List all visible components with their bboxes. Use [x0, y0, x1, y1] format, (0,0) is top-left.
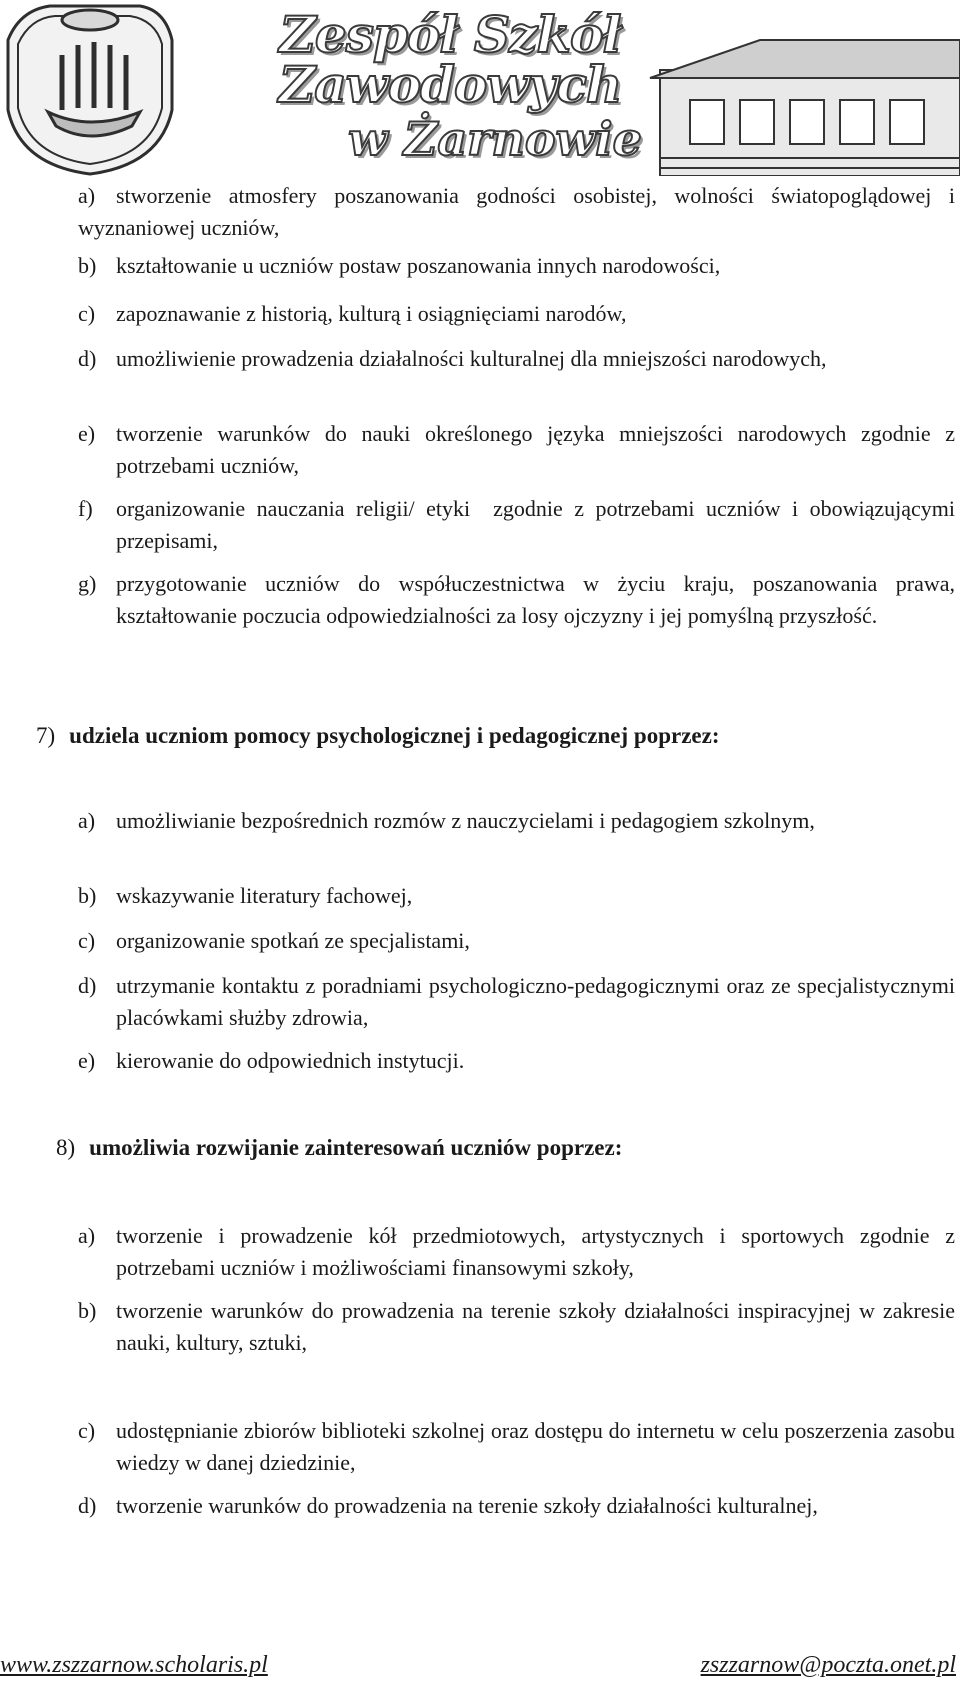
item-text: umożliwienie prowadzenia działalności kulturalnej dla mniejszości narodowych,	[116, 346, 827, 371]
item-text: tworzenie warunków do nauki określonego języka mniejszości narodowych zgodnie z potrzebami uczniów,	[116, 421, 955, 478]
list-item	[78, 1045, 955, 1077]
item-text: zapoznawanie z historią, kulturą i osiągnięciami narodów,	[116, 301, 627, 326]
list-item	[78, 1490, 955, 1522]
item-label: d)	[78, 973, 97, 998]
item-text: umożliwianie bezpośrednich rozmów z nauczycielami i pedagogiem szkolnym,	[116, 808, 815, 833]
item-text: kształtowanie u uczniów postaw poszanowania innych narodowości,	[116, 253, 721, 278]
footer-email-link[interactable]: zszzarnow@poczta.onet.pl	[700, 1652, 956, 1678]
school-crest-logo	[8, 6, 172, 174]
list-item	[78, 970, 955, 1033]
list-item	[78, 418, 955, 481]
item-text: tworzenie warunków do prowadzenia na terenie szkoły działalności kulturalnej,	[116, 1493, 818, 1518]
item-text: tworzenie i prowadzenie kół przedmiotowych, artystycznych i sportowych zgodnie z potrzebami uczniów i możliwościami finansowymi szkoły,	[116, 1223, 955, 1280]
list-item	[78, 298, 955, 330]
list-item	[78, 250, 955, 282]
item-text: kierowanie do odpowiednich instytucji.	[116, 1048, 465, 1073]
list-item	[78, 493, 960, 556]
school-name-line-2: w Żarnowie	[348, 112, 642, 166]
item-label: b)	[78, 253, 97, 278]
list-item	[78, 180, 955, 243]
item-label: a)	[78, 183, 96, 208]
list-item	[78, 568, 955, 631]
section-heading	[36, 720, 719, 752]
item-text: wskazywanie literatury fachowej,	[116, 883, 413, 908]
list-item	[78, 925, 955, 957]
list-item	[78, 880, 955, 912]
item-label: g)	[78, 571, 97, 596]
item-label: e)	[78, 1048, 96, 1073]
section-heading	[56, 1132, 622, 1164]
item-label: c)	[78, 301, 96, 326]
item-text: organizowanie nauczania religii/ etyki zgodnie z potrzebami uczniów i obowiązującymi przepisami,	[116, 496, 960, 553]
page-header-banner	[0, 0, 960, 176]
list-item	[78, 1415, 955, 1478]
item-label: b)	[78, 883, 97, 908]
item-label: d)	[78, 1493, 97, 1518]
list-item	[78, 1295, 955, 1358]
item-label: c)	[78, 1418, 96, 1443]
item-text: tworzenie warunków do prowadzenia na terenie szkoły działalności inspiracyjnej w zakresie nauki, kultury, sztuki,	[116, 1298, 955, 1355]
list-item	[78, 343, 955, 375]
item-text: organizowanie spotkań ze specjalistami,	[116, 928, 470, 953]
item-label: b)	[78, 1298, 97, 1323]
section-number: 8)	[56, 1135, 76, 1160]
section-title: umożliwia rozwijanie zainteresowań uczniów poprzez:	[89, 1135, 623, 1160]
item-label: a)	[78, 808, 96, 833]
item-text: stworzenie atmosfery poszanowania godności osobistej, wolności światopoglądowej i wyznaniowej uczniów,	[78, 183, 955, 240]
list-item	[78, 805, 955, 837]
item-text: utrzymanie kontaktu z poradniami psychologiczno-pedagogicznymi oraz ze specjalistycznymi placówkami służby zdrowia,	[116, 973, 955, 1030]
item-text: udostępnianie zbiorów biblioteki szkolnej oraz dostępu do internetu w celu poszerzenia zasobu wiedzy w danej dziedzinie,	[116, 1418, 955, 1475]
footer-website-link[interactable]: www.zszzarnow.scholaris.pl	[0, 1652, 268, 1678]
item-text: przygotowanie uczniów do współuczestnictwa w życiu kraju, poszanowania prawa, kształtowanie poczucia odpowiedzialności za losy ojczyzny i jej pomyślną przyszłość.	[116, 571, 955, 628]
item-label: e)	[78, 421, 96, 446]
school-name-title	[170, 5, 730, 166]
item-label: d)	[78, 346, 97, 371]
list-item	[78, 1220, 955, 1283]
item-label: a)	[78, 1223, 96, 1248]
section-number: 7)	[36, 723, 56, 748]
item-label: c)	[78, 928, 96, 953]
item-label: f)	[78, 496, 93, 521]
school-name-line-1: Zespół Szkół Zawodowych	[278, 5, 622, 114]
section-title: udziela uczniom pomocy psychologicznej i pedagogicznej poprzez:	[69, 723, 720, 748]
